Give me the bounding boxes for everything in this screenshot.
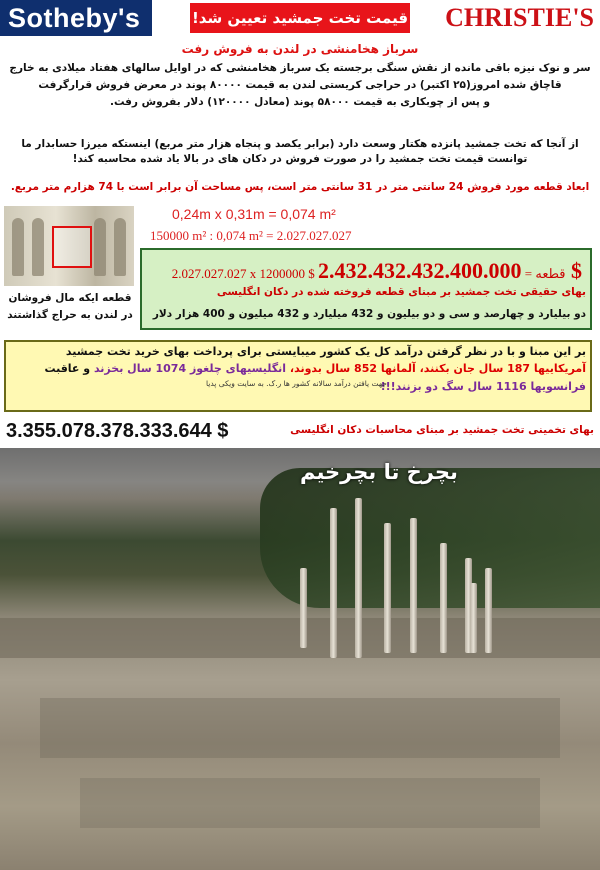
calc-line-2: 150000 m² : 0,074 m² = 2.027.027.027 [150,228,352,243]
formula-prefix: 2.027.027.027 x 1200000 $ قطعه = [171,266,566,281]
relief-caption-line-1: قطعه ایکه مال فروشان [8,292,132,304]
real-price-box [140,248,592,330]
calc-line-1: 0,24m x 0,31m = 0,074 m² [172,206,336,222]
christies-logo: CHRISTIE'S [420,0,600,36]
relief-caption [0,290,140,324]
photo-caption: بچرخ تا بچرخیم [300,460,458,484]
germany-years: آلمانها 852 سال بدوند، [289,362,416,375]
para1-line-1: سر و نوک نیزه باقی مانده از نقش سنگی برجسته یک سرباز هخامنشی که در اوایل سالهای هفتاد میلادی به خارج [9,62,591,74]
article-paragraph-1 [8,60,592,111]
article-subtitle: سرباز هخامنشی در لندن به فروش رفت [181,42,419,56]
real-price-total: 2.432.432.432.400.000 $ [318,258,582,283]
comparison-line-1: بر این مبنا و با در نظر گرفتن درآمد کل یک کشور میبایستی برای پرداخت بهای خرید تخت جمشید [65,345,586,358]
usa-years: آمریکاییها 187 سال جان بکنند، [419,362,586,375]
article-paragraph-2 [8,137,592,167]
para2-line-1: از آنجا که تخت جمشید پانزده هکتار وسعت دارد (برابر یکصد و پنجاه هزار متر مربع) اینستکه میرزا حسابدار ما [21,138,579,150]
real-price-words: دو بیلیارد و چهارصد و سی و دو بیلیون و 432 میلیارد و 432 میلیون و 400 هزار دلار [152,308,586,320]
highlight-frame [52,226,92,268]
real-price-label: بهای حقیقی تخت جمشید بر مبنای قطعه فروخته شده در دکان انگلیسی [216,286,586,298]
para2-line-2: توانست قیمت تخت جمشید را در صورت فروش در دکان های در بالا یاد شده محاسبه کند! [72,153,528,165]
france-years: فرانسویها 1116 سال سگ دو بزنند!!! [380,380,586,393]
estimated-price: 3.355.078.378.333.644 $ [6,420,229,442]
comparison-box [4,340,592,412]
persepolis-photo [0,448,600,870]
para1-line-3: و پس از چوبکاری به قیمت ۵۸۰۰۰ پوند (معادل ۱۲۰۰۰۰) دلار بفروش رفت. [109,96,491,108]
line2-tail: و عاقبت [44,362,91,375]
relief-caption-line-2: در لندن به حراج گذاشتند [7,309,133,321]
real-price-formula [142,258,582,284]
sothebys-logo: Sotheby's [0,0,152,36]
comparison-line-2 [12,362,586,375]
para1-line-2: قاچاق شده امروز(۲۵ اکتبر) در حراجی کریستی لندن به قیمت ۸۰۰۰۰ پوند در معرض فروش قرارگرفت [38,79,562,91]
estimated-price-label: بهای تخمینی تخت جمشید بر مبنای محاسبات دکان انگلیسی [290,424,594,436]
uk-years: انگلیسیهای چلغوز 1074 سال بخزند [93,362,287,375]
relief-image [4,206,134,286]
title-banner: قیمت تخت جمشید تعیین شد! [190,3,410,33]
wikipedia-note: جهت یافتن درآمد سالانه کشور ها ر.ک. به سایت ویکی پدیا [206,379,387,388]
article-paragraph-3: ابعاد قطعه مورد فروش 24 سانتی متر در 31 سانتی متر است، پس مساحت آن برابر است با 74 هزارم متر مربع. [10,181,590,193]
